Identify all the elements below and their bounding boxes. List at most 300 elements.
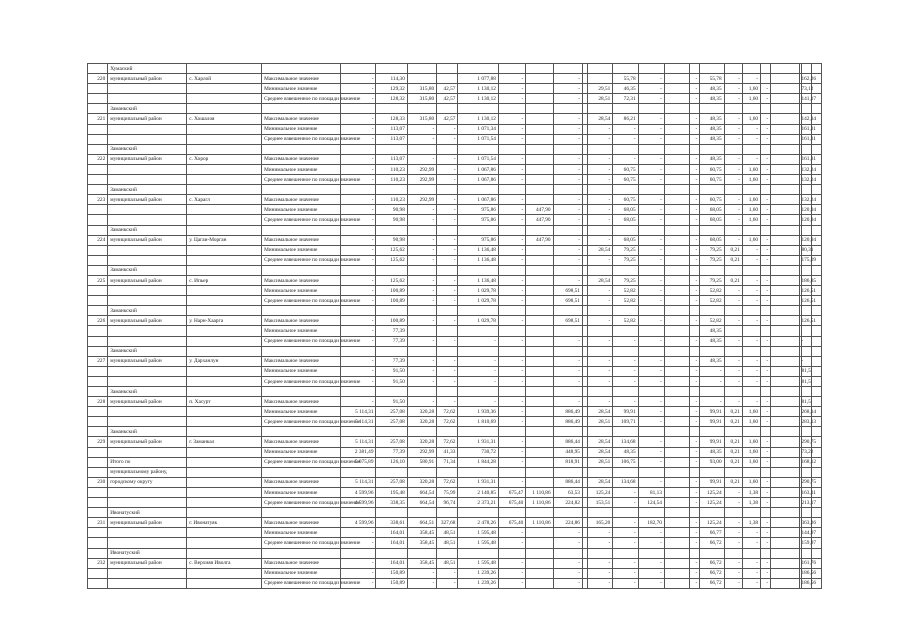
value-cell: - (437, 164, 458, 174)
value-cell (407, 185, 436, 195)
value-cell: - (553, 215, 582, 225)
value-cell: - (742, 376, 760, 386)
value-cell: - (407, 356, 436, 366)
value-cell: - (761, 487, 771, 497)
value-cell (664, 205, 689, 215)
value-cell: 363,26 (799, 518, 801, 528)
value-cell: 1,60 (742, 164, 760, 174)
value-cell (526, 326, 553, 336)
table-row (88, 457, 822, 467)
value-cell: 110,23 (376, 195, 407, 205)
value-cell (811, 427, 821, 437)
value-cell (771, 387, 799, 397)
row-number: 223 (88, 195, 108, 205)
row-number: 232 (88, 558, 108, 568)
row-number (88, 407, 108, 417)
value-cell (498, 346, 525, 356)
row-number (88, 84, 108, 94)
value-cell (664, 417, 689, 427)
value-cell: - (613, 336, 638, 346)
value-cell (771, 477, 799, 487)
settlement-cell (187, 64, 262, 74)
value-cell (526, 578, 553, 588)
value-cell: 68,05 (613, 215, 638, 225)
value-cell (771, 144, 799, 154)
value-cell: - (638, 336, 664, 346)
table-row (88, 568, 822, 578)
value-cell: - (498, 154, 525, 164)
value-cell: - (553, 235, 582, 245)
value-cell: 257,08 (376, 437, 407, 447)
value-cell: - (341, 538, 376, 548)
data-sheet (87, 63, 822, 587)
settlement-cell (187, 164, 262, 174)
table-row (88, 407, 822, 417)
value-cell: - (613, 366, 638, 376)
value-cell: 1 067,86 (458, 175, 498, 185)
value-cell (526, 84, 553, 94)
value-cell: 134,68 (613, 437, 638, 447)
value-cell (801, 64, 811, 74)
value-cell: - (724, 74, 742, 84)
value-cell: - (407, 235, 436, 245)
table-row (88, 508, 822, 518)
value-cell (771, 296, 799, 306)
value-cell: 28,54 (588, 407, 613, 417)
value-cell: - (498, 275, 525, 285)
value-cell: 48,35 (700, 326, 724, 336)
value-cell: 110,23 (376, 175, 407, 185)
value-cell (664, 114, 689, 124)
value-cell: - (588, 296, 613, 306)
value-cell: 52,82 (700, 286, 724, 296)
value-cell: 5 114,31 (341, 417, 376, 427)
value-cell: - (690, 275, 700, 285)
value-cell: - (498, 205, 525, 215)
value-cell: 448,95 (553, 447, 582, 457)
value-cell: - (761, 286, 771, 296)
settlement-cell (187, 376, 262, 386)
value-cell (341, 265, 376, 275)
value-cell (526, 568, 553, 578)
value-cell (664, 346, 689, 356)
value-cell: 48,51 (437, 558, 458, 568)
value-cell: 120,94 (799, 235, 801, 245)
value-cell: - (407, 286, 436, 296)
value-cell (761, 64, 771, 74)
settlement-cell (187, 326, 262, 336)
value-cell: - (407, 205, 436, 215)
value-cell: - (553, 356, 582, 366)
value-cell: 125,62 (376, 275, 407, 285)
row-number: 226 (88, 316, 108, 326)
row-number (88, 306, 108, 316)
value-cell: - (498, 84, 525, 94)
value-cell (407, 346, 436, 356)
value-cell: - (588, 134, 613, 144)
value-cell: 1 931,31 (458, 437, 498, 447)
value-cell (724, 548, 742, 558)
table-row (88, 215, 822, 225)
value-cell (613, 265, 638, 275)
value-type-cell (262, 467, 341, 477)
value-cell (553, 548, 582, 558)
value-cell (761, 467, 771, 477)
value-type-cell (262, 225, 341, 235)
value-cell (664, 518, 689, 528)
value-cell (613, 64, 638, 74)
value-cell: - (437, 205, 458, 215)
value-cell (526, 154, 553, 164)
value-cell (811, 64, 821, 74)
value-cell: 91,50 (376, 397, 407, 407)
value-cell: - (742, 154, 760, 164)
value-cell: - (553, 94, 582, 104)
value-cell (526, 477, 553, 487)
value-cell: 55,78 (700, 74, 724, 84)
value-cell (771, 498, 799, 508)
value-cell (458, 225, 498, 235)
value-cell (437, 467, 458, 477)
value-cell: 1,60 (742, 94, 760, 104)
value-cell (588, 185, 613, 195)
value-cell: - (613, 154, 638, 164)
value-cell (771, 245, 799, 255)
row-number: 227 (88, 356, 108, 366)
value-cell: - (761, 124, 771, 134)
value-cell (664, 356, 689, 366)
table-row (88, 538, 822, 548)
value-cell: - (498, 134, 525, 144)
value-cell: - (638, 356, 664, 366)
value-cell: - (407, 245, 436, 255)
value-cell: 125,24 (700, 518, 724, 528)
value-cell (664, 164, 689, 174)
value-cell: 73,22 (799, 447, 801, 457)
value-cell: - (690, 538, 700, 548)
value-cell: 90,98 (376, 205, 407, 215)
value-cell: 100,89 (376, 296, 407, 306)
value-cell (664, 124, 689, 134)
value-cell: - (341, 255, 376, 265)
value-cell: - (724, 316, 742, 326)
value-cell: 283,13 (799, 417, 801, 427)
value-cell (700, 427, 724, 437)
table-row (88, 528, 822, 538)
value-cell: - (498, 558, 525, 568)
value-cell (553, 387, 582, 397)
value-cell (664, 457, 689, 467)
settlement-cell (187, 306, 262, 316)
table-row (88, 316, 822, 326)
value-cell: 1,38 (742, 498, 760, 508)
value-cell: - (498, 417, 525, 427)
value-type-cell: Среднее взвешенное по площади значение (262, 417, 341, 427)
value-cell: - (761, 205, 771, 215)
value-cell (771, 548, 799, 558)
value-cell: 141,17 (799, 94, 801, 104)
value-cell: 292,99 (407, 447, 436, 457)
value-cell: 2 140,85 (458, 487, 498, 497)
value-cell: - (724, 498, 742, 508)
value-type-cell: Минимальное значение (262, 366, 341, 376)
value-type-cell (262, 185, 341, 195)
row-number (88, 538, 108, 548)
value-cell (724, 265, 742, 275)
value-cell: - (341, 205, 376, 215)
value-cell: - (437, 568, 458, 578)
value-cell: - (407, 134, 436, 144)
value-cell: - (690, 134, 700, 144)
value-cell: - (341, 326, 376, 336)
value-cell (771, 508, 799, 518)
value-cell (526, 185, 553, 195)
value-cell: 580,91 (407, 457, 436, 467)
value-cell (700, 104, 724, 114)
value-cell: - (638, 235, 664, 245)
value-cell: - (341, 124, 376, 134)
value-cell: - (724, 487, 742, 497)
value-cell: - (437, 154, 458, 164)
value-cell: 110,23 (376, 164, 407, 174)
value-cell: - (588, 195, 613, 205)
value-cell: - (341, 245, 376, 255)
value-cell (724, 225, 742, 235)
value-cell (742, 265, 760, 275)
value-cell: - (407, 296, 436, 306)
value-cell: - (341, 275, 376, 285)
value-cell: 114,30 (376, 74, 407, 84)
value-cell: 91,50 (376, 366, 407, 376)
value-cell: - (553, 175, 582, 185)
value-cell: 0,21 (724, 417, 742, 427)
value-cell (664, 316, 689, 326)
value-cell: - (761, 275, 771, 285)
district-cell (108, 498, 187, 508)
value-cell (664, 548, 689, 558)
value-cell: - (724, 528, 742, 538)
value-cell: 72,62 (437, 407, 458, 417)
value-cell: - (437, 286, 458, 296)
value-cell: - (588, 568, 613, 578)
district-cell: Итого по (108, 457, 187, 467)
value-cell: 66,77 (700, 528, 724, 538)
value-cell: - (553, 154, 582, 164)
value-cell (664, 538, 689, 548)
value-cell: - (437, 175, 458, 185)
value-cell (376, 185, 407, 195)
value-cell: - (498, 235, 525, 245)
value-cell: 1,60 (742, 407, 760, 417)
value-cell (700, 144, 724, 154)
value-type-cell: Среднее взвешенное по площади значение (262, 296, 341, 306)
row-number (88, 427, 108, 437)
value-cell (526, 316, 553, 326)
value-cell: - (588, 376, 613, 386)
value-cell (664, 64, 689, 74)
value-cell (771, 427, 799, 437)
value-cell: 4 599,96 (341, 487, 376, 497)
value-cell (771, 518, 799, 528)
value-cell: - (498, 437, 525, 447)
value-cell: 72,62 (437, 437, 458, 447)
table-row (88, 94, 822, 104)
value-cell: - (498, 336, 525, 346)
value-cell: - (724, 286, 742, 296)
row-number (88, 205, 108, 215)
value-cell (664, 397, 689, 407)
district-cell: муниципальному району, (108, 467, 187, 477)
value-cell: - (553, 74, 582, 84)
settlement-cell: г. Ивонатуяк (187, 518, 262, 528)
value-cell (498, 225, 525, 235)
settlement-cell (187, 94, 262, 104)
value-cell (742, 144, 760, 154)
value-cell (664, 487, 689, 497)
district-cell (108, 134, 187, 144)
value-cell: 77,39 (376, 447, 407, 457)
value-cell (761, 185, 771, 195)
value-cell (742, 548, 760, 558)
value-cell (811, 508, 821, 518)
value-cell (638, 265, 664, 275)
value-cell (742, 467, 760, 477)
value-cell: - (761, 316, 771, 326)
value-cell (613, 225, 638, 235)
value-cell (771, 356, 799, 366)
value-cell: 1 136,48 (458, 245, 498, 255)
value-cell: - (613, 397, 638, 407)
value-type-cell: Максимальное значение (262, 356, 341, 366)
table-row (88, 235, 822, 245)
value-cell (588, 64, 613, 74)
value-cell (801, 548, 811, 558)
value-cell: 79,25 (613, 255, 638, 265)
value-cell: 150,89 (376, 568, 407, 578)
value-cell: - (690, 356, 700, 366)
value-cell: 1,60 (742, 215, 760, 225)
value-cell (498, 104, 525, 114)
value-cell: - (638, 255, 664, 265)
value-cell (553, 64, 582, 74)
value-cell: 128,33 (376, 114, 407, 124)
table-row (88, 175, 822, 185)
district-cell (108, 94, 187, 104)
district-cell: муниципальный район (108, 356, 187, 366)
value-cell: 886,49 (553, 417, 582, 427)
value-cell: - (690, 286, 700, 296)
value-cell: - (638, 376, 664, 386)
value-cell: - (761, 336, 771, 346)
value-cell: 698,51 (553, 286, 582, 296)
value-cell (811, 326, 821, 336)
value-cell: - (742, 245, 760, 255)
district-cell (108, 336, 187, 346)
district-cell (108, 124, 187, 134)
value-cell: - (407, 255, 436, 265)
row-number (88, 568, 108, 578)
value-cell (437, 265, 458, 275)
value-cell: - (553, 336, 582, 346)
value-cell: - (341, 94, 376, 104)
value-cell (811, 376, 821, 386)
value-cell: 5 075,89 (341, 457, 376, 467)
value-cell: 320,28 (407, 407, 436, 417)
value-cell: 975,86 (458, 215, 498, 225)
value-cell (341, 225, 376, 235)
value-cell: - (742, 558, 760, 568)
value-cell: - (341, 356, 376, 366)
value-cell (437, 64, 458, 74)
value-cell: - (458, 366, 498, 376)
value-cell: - (553, 255, 582, 265)
value-cell: 1 931,31 (458, 477, 498, 487)
value-cell: - (437, 275, 458, 285)
value-cell: 0,21 (724, 275, 742, 285)
district-cell (108, 447, 187, 457)
value-cell: - (690, 437, 700, 447)
value-cell: - (498, 255, 525, 265)
value-type-cell: Среднее взвешенное по площади значение (262, 376, 341, 386)
value-cell: - (638, 568, 664, 578)
value-type-cell (262, 548, 341, 558)
value-cell: 28,51 (588, 94, 613, 104)
value-cell: 186,56 (799, 578, 801, 588)
value-cell: - (690, 477, 700, 487)
value-cell: 1 939,36 (458, 407, 498, 417)
value-cell: 29,51 (588, 84, 613, 94)
value-cell: 60,75 (613, 195, 638, 205)
table-row (88, 265, 822, 275)
value-cell (664, 568, 689, 578)
value-cell: - (498, 366, 525, 376)
value-cell: - (553, 528, 582, 538)
value-cell: - (761, 417, 771, 427)
value-cell: 358,45 (407, 558, 436, 568)
district-cell (108, 215, 187, 225)
value-cell (526, 124, 553, 134)
value-cell (526, 255, 553, 265)
value-cell: 224,86 (553, 518, 582, 528)
value-cell: - (407, 275, 436, 285)
value-cell: 99,91 (700, 437, 724, 447)
value-cell (613, 306, 638, 316)
value-cell (811, 366, 821, 376)
value-cell: - (761, 175, 771, 185)
value-cell (771, 578, 799, 588)
value-cell: - (498, 114, 525, 124)
value-cell (458, 265, 498, 275)
value-cell (526, 376, 553, 386)
value-cell: 195,48 (376, 487, 407, 497)
value-cell (700, 467, 724, 477)
value-cell: 68,05 (700, 215, 724, 225)
value-cell (437, 104, 458, 114)
settlement-cell (187, 255, 262, 265)
value-cell: - (341, 578, 376, 588)
value-cell: - (437, 215, 458, 225)
value-cell (638, 64, 664, 74)
value-cell: 320,28 (407, 417, 436, 427)
value-type-cell (262, 427, 341, 437)
value-cell (407, 387, 436, 397)
value-cell: - (761, 558, 771, 568)
table-row (88, 306, 822, 316)
district-cell (108, 407, 187, 417)
value-cell: - (437, 195, 458, 205)
value-cell: 0,21 (724, 245, 742, 255)
value-cell: - (690, 366, 700, 376)
